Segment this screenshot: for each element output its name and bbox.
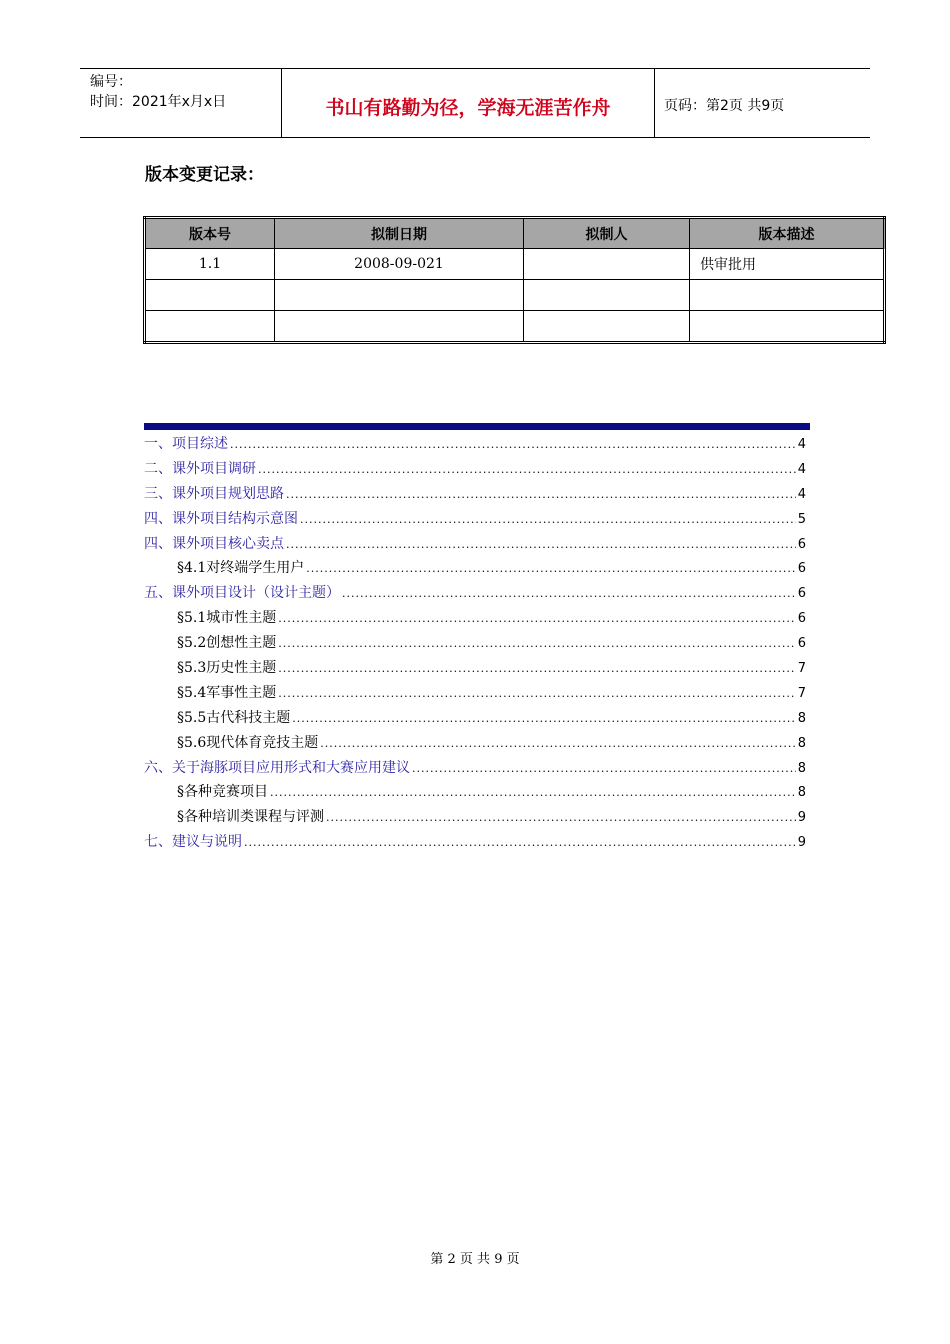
toc-leader-dots xyxy=(278,612,795,625)
toc-entry[interactable] xyxy=(144,508,806,533)
toc-entry-page: 4 xyxy=(797,486,806,502)
toc-entry[interactable] xyxy=(144,831,806,856)
toc-entry-label[interactable]: 四、课外项目核心卖点 xyxy=(144,535,284,552)
toc-entry-label[interactable]: §5.5古代科技主题 xyxy=(177,709,291,726)
toc-leader-dots xyxy=(326,811,796,824)
table-cell xyxy=(690,311,885,343)
toc-leader-dots xyxy=(258,463,796,476)
page-footer: 第 2 页 共 9 页 xyxy=(430,1252,520,1267)
toc-entry-label[interactable]: §5.1城市性主题 xyxy=(177,610,277,627)
toc-entry-page: 9 xyxy=(797,810,806,826)
table-cell xyxy=(524,249,690,280)
table-cell xyxy=(524,311,690,343)
document-number-label: 编号： xyxy=(90,74,132,90)
table-cell xyxy=(524,280,690,311)
toc-entry-page: 9 xyxy=(797,835,806,851)
toc-entry-label[interactable]: 七、建议与说明 xyxy=(144,834,242,851)
toc-entry-page: 6 xyxy=(797,586,806,602)
toc-leader-dots xyxy=(278,637,795,650)
toc-entry-page: 8 xyxy=(797,785,806,801)
toc-entry-page: 7 xyxy=(797,661,806,677)
toc-entry-label[interactable]: 一、项目综述 xyxy=(144,436,228,452)
toc-entry-label[interactable]: §4.1对终端学生用户 xyxy=(177,560,305,577)
table-cell: 1.1 xyxy=(145,249,275,280)
table-cell xyxy=(690,280,885,311)
toc-entry[interactable] xyxy=(144,483,806,508)
header-page-info: 页码：第2页 共9页 xyxy=(664,98,785,114)
toc-entry-label[interactable]: §5.2创想性主题 xyxy=(177,635,277,652)
table-cell xyxy=(275,280,524,311)
toc-entry-page: 7 xyxy=(797,685,806,701)
toc-entry[interactable] xyxy=(144,433,806,458)
table-row xyxy=(145,249,885,280)
toc-entry-label[interactable]: 六、关于海豚项目应用形式和大赛应用建议 xyxy=(144,759,410,776)
table-cell xyxy=(275,311,524,343)
toc-entry[interactable] xyxy=(144,557,806,582)
toc-leader-dots xyxy=(342,587,796,600)
toc-entry[interactable] xyxy=(144,533,806,558)
toc-entry[interactable] xyxy=(144,632,806,657)
toc-entry[interactable] xyxy=(144,607,806,632)
toc-entry[interactable] xyxy=(144,732,806,757)
document-time-label: 时间：2021年x月x日 xyxy=(90,94,227,110)
header-motto: 书山有路勤为径，学海无涯苦作舟 xyxy=(325,97,611,119)
version-history-title: 版本变更记录： xyxy=(145,165,264,185)
toc-entry-label[interactable]: §各种竞赛项目 xyxy=(177,784,268,801)
header-meta-cell xyxy=(80,69,282,137)
table-cell: 供审批用 xyxy=(690,249,885,280)
toc-leader-dots xyxy=(292,712,795,725)
table-row xyxy=(145,311,885,343)
toc-leader-dots xyxy=(286,488,796,501)
toc-leader-dots xyxy=(320,737,795,750)
toc-leader-dots xyxy=(306,562,795,575)
toc-leader-dots xyxy=(286,538,796,551)
toc-leader-dots xyxy=(230,438,796,451)
column-header-author: 拟制人 xyxy=(524,218,690,249)
toc-entry-page: 6 xyxy=(797,561,806,577)
toc-entry[interactable] xyxy=(144,781,806,806)
toc-entry[interactable] xyxy=(144,757,806,782)
toc-leader-dots xyxy=(244,836,796,849)
page-header xyxy=(80,68,870,138)
toc-entry-page: 6 xyxy=(797,611,806,627)
toc-leader-dots xyxy=(412,762,796,775)
column-header-description: 版本描述 xyxy=(690,218,885,249)
toc-leader-dots xyxy=(270,786,796,799)
toc-leader-dots xyxy=(278,687,795,700)
table-header-row xyxy=(145,218,885,249)
toc-entry-label[interactable]: §5.3历史性主题 xyxy=(177,660,277,677)
toc-entry-label[interactable]: 四、课外项目结构示意图 xyxy=(144,510,298,527)
toc-entry[interactable] xyxy=(144,682,806,707)
toc-entry[interactable] xyxy=(144,657,806,682)
table-cell xyxy=(145,280,275,311)
column-header-date: 拟制日期 xyxy=(275,218,524,249)
toc-entry-label[interactable]: 三、课外项目规划思路 xyxy=(144,485,284,502)
toc-entry-page: 8 xyxy=(797,710,806,726)
toc-entry[interactable] xyxy=(144,458,806,483)
toc-entry-page: 6 xyxy=(797,536,806,552)
header-motto-cell xyxy=(282,69,655,137)
toc-entry-page: 4 xyxy=(797,437,806,452)
toc-entry-page: 8 xyxy=(797,760,806,776)
toc-entry[interactable] xyxy=(144,582,806,607)
toc-entry-label[interactable]: 二、课外项目调研 xyxy=(144,460,256,477)
toc-entry-label[interactable]: §5.6现代体育竞技主题 xyxy=(177,734,319,751)
toc-entry-page: 8 xyxy=(797,735,806,751)
toc-entry-label[interactable]: §5.4军事性主题 xyxy=(177,684,277,701)
table-cell: 2008-09-021 xyxy=(275,249,524,280)
toc-entry-label[interactable]: 五、课外项目设计（设计主题） xyxy=(144,585,340,602)
toc-entry[interactable] xyxy=(144,806,806,831)
toc-entry-label[interactable]: §各种培训类课程与评测 xyxy=(177,809,324,826)
header-page-cell xyxy=(655,69,870,137)
table-of-contents xyxy=(144,433,806,856)
toc-divider-bar xyxy=(144,423,810,430)
table-row xyxy=(145,280,885,311)
toc-entry-page: 5 xyxy=(797,511,806,527)
toc-entry-page: 4 xyxy=(797,461,806,477)
toc-entry[interactable] xyxy=(144,707,806,732)
table-cell xyxy=(145,311,275,343)
version-history-table xyxy=(143,216,886,344)
toc-entry-page: 6 xyxy=(797,636,806,652)
column-header-version: 版本号 xyxy=(145,218,275,249)
toc-leader-dots xyxy=(300,513,796,526)
toc-leader-dots xyxy=(278,662,795,675)
